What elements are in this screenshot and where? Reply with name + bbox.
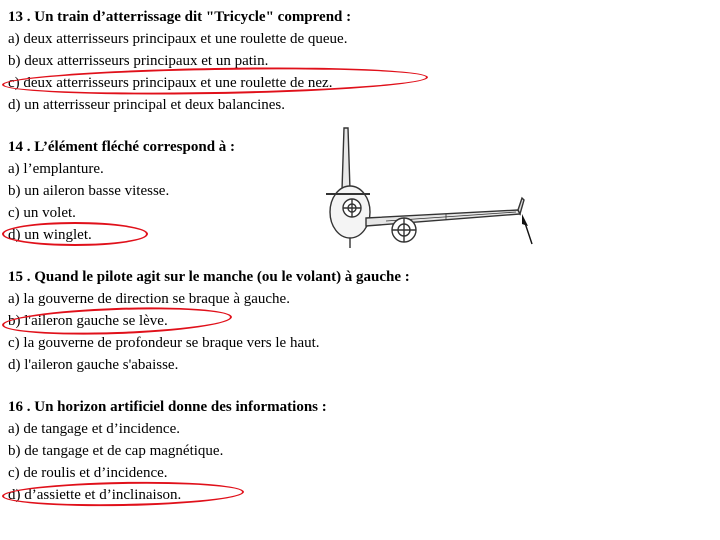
question-13-title: 13 . Un train d’atterrissage dit "Tricycle" comprend :	[8, 9, 352, 25]
question-14	[8, 136, 235, 246]
question-14-answer-c: c) un volet.	[8, 205, 76, 221]
airplane-wing-front-view-icon	[326, 122, 542, 254]
question-14-answer-a: a) l’emplanture.	[8, 161, 104, 177]
question-15-answer-a: a) la gouverne de direction se braque à gauche.	[8, 291, 290, 307]
question-15	[8, 266, 410, 376]
question-13-answer-c: c) deux atterrisseurs principaux et une roulette de nez.	[8, 75, 333, 91]
question-15-answer-b: b) l'aileron gauche se lève.	[8, 313, 168, 329]
question-16-answer-a: a) de tangage et d’incidence.	[8, 421, 180, 437]
question-13	[8, 6, 351, 116]
question-15-answer-c: c) la gouverne de profondeur se braque vers le haut.	[8, 335, 320, 351]
question-14-title: 14 . L’élément fléché correspond à :	[8, 139, 236, 155]
question-16-answer-d: d) d’assiette et d’inclinaison.	[8, 487, 182, 503]
question-15-title: 15 . Quand le pilote agit sur le manche (ou le volant) à gauche :	[8, 269, 410, 285]
question-13-answer-d: d) un atterrisseur principal et deux balancines.	[8, 97, 285, 113]
question-13-answer-a: a) deux atterrisseurs principaux et une roulette de queue.	[8, 31, 348, 47]
question-14-answer-b: b) un aileron basse vitesse.	[8, 183, 170, 199]
question-13-answer-b: b) deux atterrisseurs principaux et un patin.	[8, 53, 269, 69]
question-16-title: 16 . Un horizon artificiel donne des informations :	[8, 399, 327, 415]
question-15-answer-d: d) l'aileron gauche s'abaisse.	[8, 357, 179, 373]
question-16-answer-b: b) de tangage et de cap magnétique.	[8, 443, 224, 459]
question-16	[8, 396, 327, 506]
question-16-answer-c: c) de roulis et d’incidence.	[8, 465, 168, 481]
question-14-answer-d: d) un winglet.	[8, 227, 92, 243]
